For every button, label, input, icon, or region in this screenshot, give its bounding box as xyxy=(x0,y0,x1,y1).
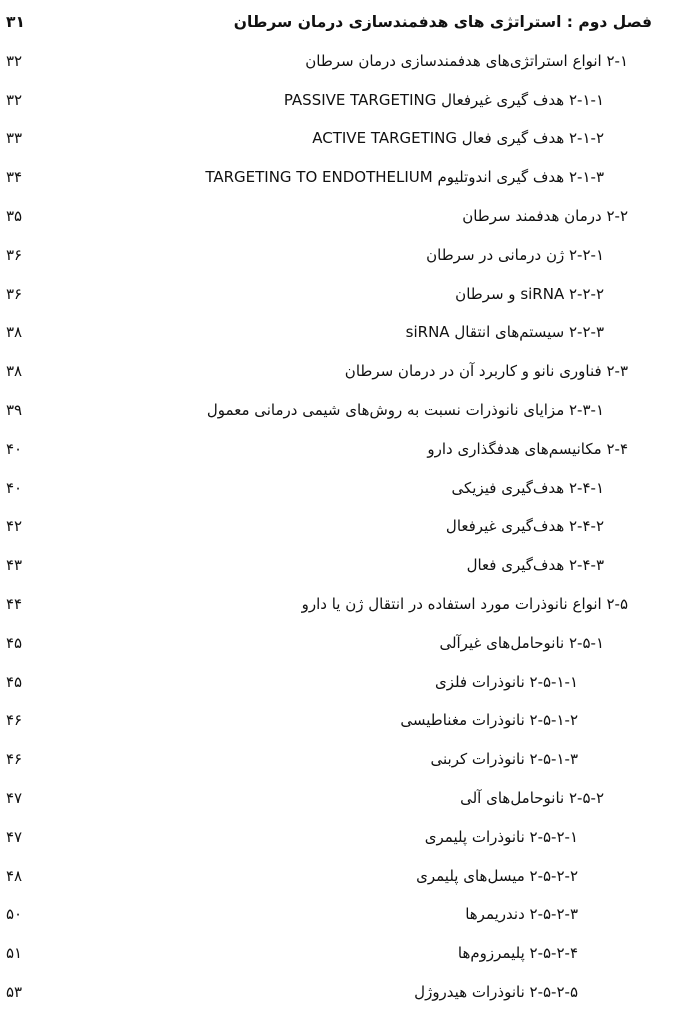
toc-entry[interactable] xyxy=(0,663,676,701)
toc-entry-title: ۲-۲ درمان هدفمند سرطان xyxy=(462,207,628,225)
toc-entry-title: ۲-۵-۲-۳ دندریمرها xyxy=(465,905,578,924)
toc-page-number: ۴۰ xyxy=(6,478,23,497)
toc-page-number: ۴۴ xyxy=(6,595,23,613)
toc-page-number: ۵۱ xyxy=(6,944,23,963)
toc-entry-title: ۲-۵-۲-۲ میسل‌های پلیمری xyxy=(416,866,578,885)
toc-entry-title: ۲-۵-۱ نانوحامل‌های غیرآلی xyxy=(439,633,604,652)
toc-entry[interactable] xyxy=(0,585,676,623)
toc-entry[interactable] xyxy=(0,352,676,390)
toc-entry[interactable] xyxy=(0,197,676,235)
toc-entry[interactable] xyxy=(0,624,676,662)
toc-entry-title: ۲-۵-۱-۱ نانوذرات فلزی xyxy=(434,672,578,691)
toc-page-number: ۵۰ xyxy=(6,905,23,924)
toc-entry-title: ۲-۱ انواع استراتژی‌های هدفمندسازی درمان سرطان xyxy=(305,51,628,70)
toc-entry-title: ۲-۵ انواع نانوذرات مورد استفاده در انتقال ژن یا دارو xyxy=(301,595,628,613)
toc-entry[interactable] xyxy=(0,895,676,933)
toc-page-number: ۴۰ xyxy=(6,439,23,458)
toc-entry-title: ۲-۲-۲ siRNA و سرطان xyxy=(455,284,604,303)
toc-entry[interactable] xyxy=(0,313,676,351)
toc-entry[interactable] xyxy=(0,275,676,313)
toc-entry[interactable] xyxy=(0,934,676,972)
toc-page-number: ۴۸ xyxy=(6,866,23,885)
toc-entry[interactable] xyxy=(0,818,676,856)
toc-entry-title: فصل دوم : استراتژی های هدفمندسازی درمان سرطان xyxy=(233,13,652,31)
toc-entry-title: ۲-۵-۲-۵ نانوذرات هیدروژل xyxy=(414,983,578,1001)
toc-entry[interactable] xyxy=(0,81,676,119)
toc-page-number: ۳۶ xyxy=(6,284,23,303)
toc-entry-title: ۲-۱-۱ هدف گیری غیرفعال PASSIVE TARGETING xyxy=(283,90,604,109)
toc-page-number: ۴۳ xyxy=(6,556,23,575)
toc-page-number: ۳۶ xyxy=(6,245,23,264)
toc-page-number: ۴۵ xyxy=(6,633,23,652)
toc-entry-title: ۲-۴-۲ هدف‌گیری غیرفعال xyxy=(445,517,604,536)
toc-entry[interactable] xyxy=(0,236,676,274)
toc-page-number: ۳۵ xyxy=(6,207,23,225)
toc-entry-title: ۲-۱-۲ هدف گیری فعال ACTIVE TARGETING xyxy=(312,129,604,148)
toc-entry[interactable] xyxy=(0,391,676,429)
toc-entry-title: ۲-۵-۲ نانوحامل‌های آلی xyxy=(460,789,604,807)
toc-entry-title: ۲-۱-۳ هدف گیری اندوتلیوم TARGETING TO ENDOTHELIUM xyxy=(205,168,604,187)
toc-chapter-heading[interactable] xyxy=(0,3,676,41)
toc-entry-title: ۲-۴-۳ هدف‌گیری فعال xyxy=(466,556,604,575)
toc-page-number: ۳۲ xyxy=(6,51,23,70)
toc-entry-title: ۲-۲-۱ ژن درمانی در سرطان xyxy=(426,245,604,264)
toc-entry[interactable] xyxy=(0,119,676,157)
toc-page-number: ۴۲ xyxy=(6,517,23,536)
toc-page-number: ۳۴ xyxy=(6,168,23,187)
toc-page-number: ۳۲ xyxy=(6,90,23,109)
toc-page-number: ۴۵ xyxy=(6,672,23,691)
toc-entry-title: ۲-۳-۱ مزایای نانوذرات نسبت به روش‌های شیمی درمانی معمول xyxy=(206,401,604,419)
toc-page-number: ۳۸ xyxy=(6,362,23,381)
toc-page-number: ۴۶ xyxy=(6,750,23,769)
toc-page-number: ۳۳ xyxy=(6,129,23,148)
toc-entry-title: ۲-۴ مکانیسم‌های هدفگذاری دارو xyxy=(427,439,628,458)
toc-entry[interactable] xyxy=(0,701,676,739)
toc-entry-title: ۲-۳ فناوری نانو و کاربرد آن در درمان سرطان xyxy=(344,362,628,381)
toc-entry[interactable] xyxy=(0,857,676,895)
toc-page-number: ۳۱ xyxy=(6,13,25,31)
toc-entry[interactable] xyxy=(0,973,676,1011)
toc-page-number: ۳۹ xyxy=(6,401,23,419)
toc-page-number: ۴۷ xyxy=(6,827,23,846)
toc-entry-title: ۲-۴-۱ هدف‌گیری فیزیکی xyxy=(451,478,604,497)
toc-page-number: ۵۳ xyxy=(6,983,23,1001)
toc-entry-title: ۲-۵-۱-۳ نانوذرات کربنی xyxy=(430,750,578,769)
toc-entry[interactable] xyxy=(0,469,676,507)
toc-entry[interactable] xyxy=(0,42,676,80)
toc-entry-title: ۲-۵-۲-۴ پلیمرزوم‌ها xyxy=(457,944,578,963)
toc-entry-title: ۲-۵-۲-۱ نانوذرات پلیمری xyxy=(424,827,578,846)
toc-page-number: ۴۷ xyxy=(6,789,23,807)
toc-entry[interactable] xyxy=(0,158,676,196)
toc-entry[interactable] xyxy=(0,740,676,778)
toc-page-number: ۳۸ xyxy=(6,323,23,342)
toc-entry[interactable] xyxy=(0,546,676,584)
toc-entry[interactable] xyxy=(0,779,676,817)
toc-entry-title: ۲-۵-۱-۲ نانوذرات مغناطیسی xyxy=(400,711,578,730)
toc-entry[interactable] xyxy=(0,507,676,545)
toc-entry-title: ۲-۲-۳ سیستم‌های انتقال siRNA xyxy=(405,323,604,342)
toc-page-number: ۴۶ xyxy=(6,711,23,730)
toc-entry[interactable] xyxy=(0,430,676,468)
